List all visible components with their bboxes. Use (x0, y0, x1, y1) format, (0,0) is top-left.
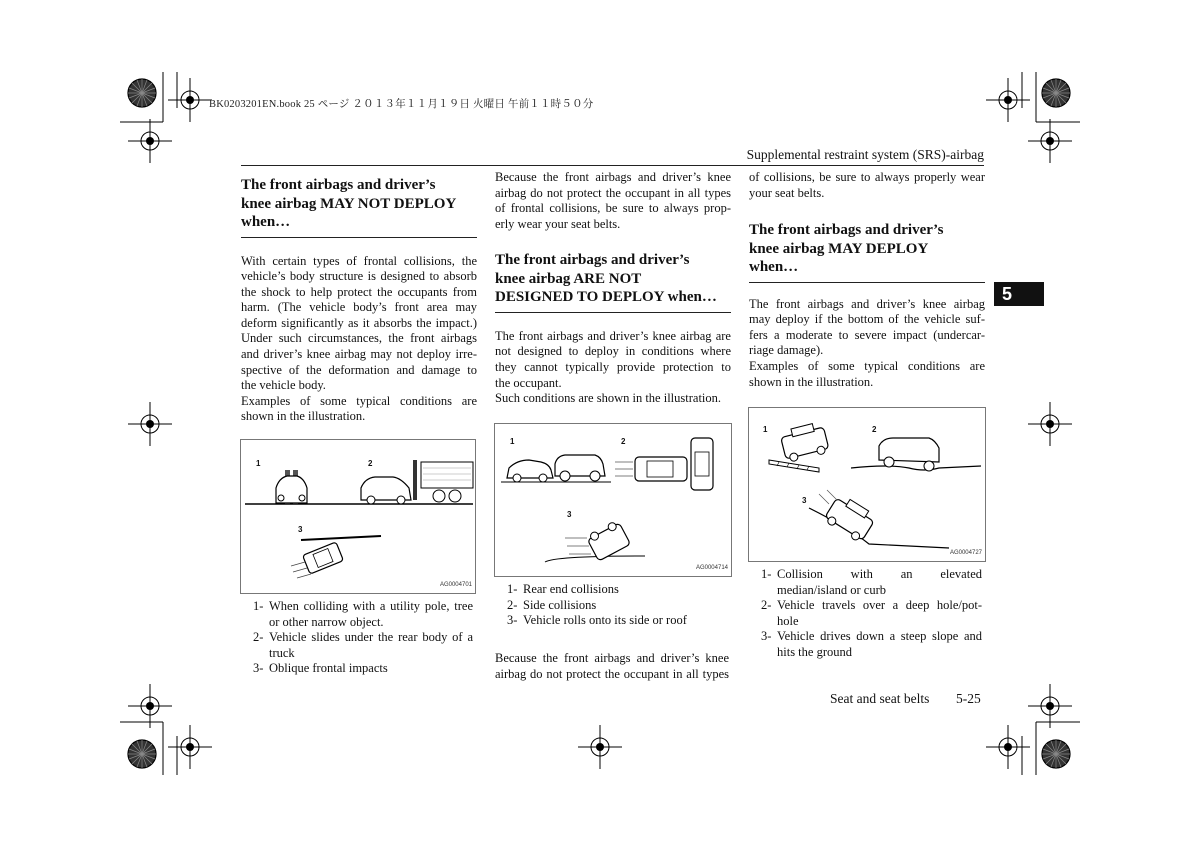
running-head: Supplemental restraint system (SRS)-airbag (746, 147, 984, 162)
figure-label: 2 (621, 437, 626, 446)
heading-not-designed: The front airbags and driver’s knee airbag ARE NOT DESIGNED TO DEPLOY when… (495, 252, 717, 306)
list-item: 3- Vehicle rolls onto its side or roof (507, 613, 687, 628)
paragraph-seatbelt-warning-2: Because the front airbags and driver’s knee airbag do not protect the occupant in all types (495, 651, 729, 681)
figure-label: 1 (763, 425, 768, 434)
paragraph-may-not-deploy: With certain types of frontal collisions, the vehicle’s body structure is designed to absorb the shock to help protect the occupants from harm. (The vehicle body’s front area may deform significantly as it absorbs the impact.) Under such circumstances, the front airbags and driver’s knee airbag may not deploy irre- spective of the deformation and damage to the vehicle body. Examples of some typical conditions are shown in the illustration. (241, 253, 477, 424)
list-item: 2- Vehicle travels over a deep hole/pot- hole (761, 598, 982, 628)
list-item: 2- Side collisions (507, 597, 597, 612)
page-number: 5-25 (956, 691, 981, 706)
figure-code: AG0004701 (439, 582, 472, 588)
paragraph-may-deploy: The front airbags and driver’s knee airbag may deploy if the bottom of the vehicle suf- fers a moderate to severe impact (undercar- riage damage). Examples of some typical conditions are shown in the illustration. (749, 296, 985, 389)
heading-rule (241, 237, 477, 238)
list-item: 3- Oblique frontal impacts (253, 661, 388, 676)
column-2 (495, 170, 731, 407)
list-item: 1- Rear end collisions (507, 582, 619, 596)
heading-may-deploy: The front airbags and driver’s knee airbag MAY DEPLOY when… (749, 222, 944, 276)
heading-rule (495, 312, 731, 313)
figure-label: 1 (256, 459, 261, 468)
print-info: BK0203201EN.book 25 ページ ２０１３年１１月１９日 火曜日 午前１１時５０分 (209, 99, 594, 110)
illustration-col1 (241, 440, 475, 593)
footer-section: Seat and seat belts (830, 691, 930, 706)
figure-label: 2 (368, 459, 373, 468)
heading-rule (749, 282, 985, 283)
figure-may-deploy (748, 407, 986, 562)
column-1 (241, 176, 477, 425)
paragraph-not-designed: The front airbags and driver’s knee airbag are not designed to deploy in conditions where they cannot typically provide protection to the occupant. Such conditions are shown in the illustration. (495, 328, 731, 406)
figure-label: 3 (567, 510, 572, 519)
list-item: 3- Vehicle drives down a steep slope and hits the ground (761, 629, 982, 659)
paragraph-seatbelt-warning: Because the front airbags and driver’s knee airbag do not protect the occupant in all types of frontal collisions, be sure to always prop- erly wear your seat belts. (495, 170, 731, 231)
list-item: 1- Collision with an elevated median/island or curb (761, 567, 982, 597)
figure-not-designed (494, 423, 732, 577)
figure-label: 3 (802, 496, 807, 505)
illustration-col2 (495, 424, 731, 576)
figure-legend-col1 (253, 599, 473, 677)
figure-may-not-deploy (240, 439, 476, 594)
figure-label: 2 (872, 425, 877, 434)
heading-may-not-deploy: The front airbags and driver’s knee airbag MAY NOT DEPLOY when… (241, 177, 457, 230)
list-item: 1- When colliding with a utility pole, tree or other narrow object. (253, 599, 473, 629)
chapter-tab: 5 (994, 282, 1044, 306)
figure-label: 1 (510, 437, 515, 446)
paragraph-seatbelt-continued: of collisions, be sure to always properly wear your seat belts. (749, 170, 985, 200)
figure-legend-col3 (761, 567, 982, 661)
figure-legend-col2 (507, 582, 727, 629)
figure-label: 3 (298, 525, 303, 534)
figure-code: AG0004727 (949, 550, 982, 556)
header-rule (241, 165, 984, 166)
figure-code: AG0004714 (695, 565, 728, 571)
list-item: 2- Vehicle slides under the rear body of a truck (253, 630, 473, 660)
illustration-col3 (749, 408, 985, 561)
column-3 (749, 170, 985, 390)
